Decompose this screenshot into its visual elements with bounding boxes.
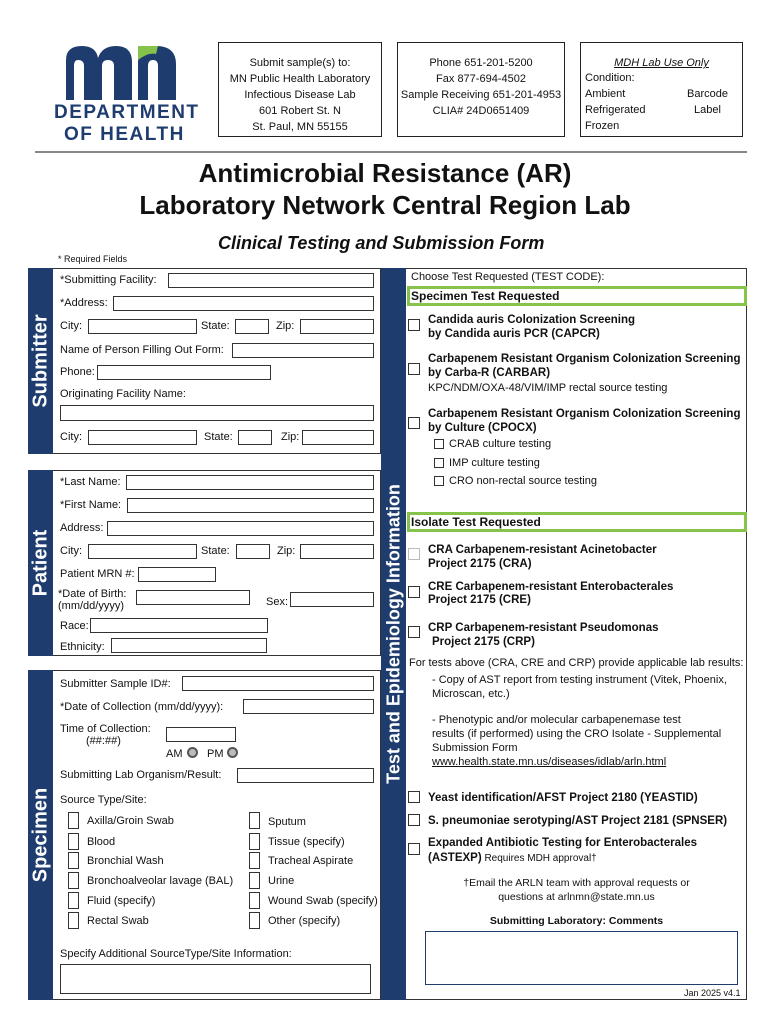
results-pheno: - Phenotypic and/or molecular carbapenemase test [432,714,681,726]
last-name-label: *Last Name: [60,476,121,488]
capcr-code: by Candida auris PCR (CAPCR) [428,328,600,340]
barcode-line: Barcode [687,88,728,100]
submitter-band-label: Submitter [29,314,51,408]
spn-checkbox[interactable] [408,814,420,826]
source-checkbox[interactable] [68,812,79,829]
dob-input[interactable] [136,590,250,605]
first-name-label: *First Name: [60,499,122,511]
sex-input[interactable] [290,592,374,607]
crp-label: CRP Carbapenem-resistant Pseudomonas [428,622,659,634]
phone-label: Phone: [60,366,95,378]
astexp-code [428,851,597,866]
submit-to-box [218,42,382,137]
email-note-line: †Email the ARLN team with approval requests or [463,877,690,889]
yeast-checkbox[interactable] [408,791,420,803]
cpocx-code: by Culture (CPOCX) [428,422,537,434]
astexp-code-text: (ASTEXP) [428,852,482,864]
condition-line: Frozen [585,120,620,132]
source-option: Urine [268,875,295,887]
source-checkbox[interactable] [68,892,79,909]
organism-label: Submitting Lab Organism/Result: [60,769,222,781]
state-input[interactable] [235,319,269,334]
organism-input[interactable] [237,768,374,783]
form-title-line1: Antimicrobial Resistance (AR) [198,158,572,188]
patient-zip-label: Zip: [277,545,296,557]
orig-facility-input[interactable] [60,405,374,421]
capcr-label: Candida auris Colonization Screening [428,314,636,326]
logo-of-health: OF HEALTH [64,124,185,145]
test-info-band [381,268,406,1000]
source-option: Blood [87,836,116,848]
collection-date-label: *Date of Collection (mm/dd/yyyy): [60,701,224,713]
source-option: Sputum [268,816,306,828]
city-label: City: [60,320,82,332]
patient-band-label: Patient [29,529,51,597]
barcode-label [687,86,728,118]
patient-band [28,470,53,656]
capcr-checkbox[interactable] [408,319,420,331]
last-name-input[interactable] [126,475,374,490]
additional-source-input[interactable] [60,964,371,994]
specimen-band-label: Specimen [29,787,51,883]
mdh-logo [52,40,200,146]
condition-line: Condition: [585,72,635,84]
zip2-label: Zip: [281,431,300,443]
imp-label: IMP culture testing [449,457,540,469]
contact-line: CLIA# 24D0651409 [432,105,530,117]
contact-box [397,42,565,137]
test-info-band-label: Test and Epidemiology Information [383,484,403,784]
email-note [406,876,747,904]
cra-checkbox[interactable] [408,548,420,560]
facility-label: *Submitting Facility: [60,274,157,286]
collection-time-label: Time of Collection: [60,723,151,735]
pm-label: PM [207,748,224,760]
additional-source-label: Specify Additional SourceType/Site Information: [60,948,292,960]
patient-state-input[interactable] [236,544,270,559]
patient-zip-input[interactable] [300,544,374,559]
specimen-test-header-label: Specimen Test Requested [411,289,560,303]
yeast-label: Yeast identification/AFST Project 2180 (YEASTID) [428,792,698,804]
state-label: State: [201,320,230,332]
zip2-input[interactable] [302,430,374,445]
sample-id-label: Submitter Sample ID#: [60,678,171,690]
zip-label: Zip: [276,320,295,332]
am-label: AM [166,748,183,760]
state2-label: State: [204,431,233,443]
logo-department: DEPARTMENT [54,102,200,123]
person-input[interactable] [232,343,374,358]
cre-label: CRE Carbapenem-resistant Enterobacterales [428,581,674,593]
crab-label: CRAB culture testing [449,438,552,450]
isolate-test-header-label: Isolate Test Requested [411,515,541,529]
astexp-checkbox[interactable] [408,843,420,855]
choose-test-label: Choose Test Requested (TEST CODE): [411,271,605,283]
cra-code: Project 2175 (CRA) [428,558,532,570]
astexp-approval-note: Requires MDH approval† [481,853,597,864]
race-label: Race: [60,620,89,632]
cra-label: CRA Carbapenem-resistant Acinetobacter [428,544,657,556]
crp-checkbox[interactable] [408,626,420,638]
ethnicity-input[interactable] [111,638,267,653]
phone-input[interactable] [97,365,271,380]
barcode-line: Label [694,104,721,116]
submit-to-line: Infectious Disease Lab [244,89,356,101]
contact-line: Phone 651-201-5200 [429,57,533,69]
cre-code: Project 2175 (CRE) [428,594,531,606]
mrn-input[interactable] [138,567,216,582]
source-option: Fluid (specify) [87,895,156,907]
source-option: Axilla/Groin Swab [87,815,174,827]
first-name-input[interactable] [127,498,374,513]
source-label: Source Type/Site: [60,794,147,806]
imp-checkbox[interactable] [434,458,444,468]
specimen-band [28,670,53,1000]
address-label: *Address: [60,297,108,309]
submit-to-line: MN Public Health Laboratory [229,73,371,85]
carbar-code: by Carba-R (CARBAR) [428,367,551,379]
patient-city-label: City: [60,545,82,557]
carbar-checkbox[interactable] [408,363,420,375]
cpocx-label: Carbapenem Resistant Organism Colonization Screening [428,408,741,420]
results-pheno-form: Submission Form [432,742,518,754]
city2-input[interactable] [88,430,197,445]
results-ast: - Copy of AST report from testing instrument (Vitek, Phoenix, [432,674,727,686]
condition-list [585,70,646,134]
zip-input[interactable] [300,319,374,334]
cro-nonrectal-checkbox[interactable] [434,476,444,486]
sample-id-input[interactable] [182,676,374,691]
dob-label: *Date of Birth: [58,588,127,600]
spn-label: S. pneumoniae serotyping/AST Project 2181 (SPNSER) [428,815,728,827]
source-checkbox[interactable] [249,812,260,829]
patient-state-label: State: [201,545,230,557]
source-checkbox[interactable] [68,852,79,869]
results-ast-cont: Microscan, etc.) [432,688,510,700]
contact-line: Fax 877-694-4502 [436,73,526,85]
lab-use-box [580,42,743,137]
cpocx-checkbox[interactable] [408,417,420,429]
orig-facility-label: Originating Facility Name: [60,388,186,400]
source-checkbox[interactable] [249,852,260,869]
results-intro: For tests above (CRA, CRE and CRP) provide applicable lab results: [409,657,744,669]
source-option: Other (specify) [268,915,341,927]
source-checkbox[interactable] [68,912,79,929]
patient-address-label: Address: [60,522,104,534]
comments-input[interactable] [425,931,738,985]
source-option: Rectal Swab [87,915,149,927]
source-checkbox[interactable] [249,872,260,889]
condition-line: Refrigerated [585,104,646,116]
form-subtitle: Clinical Testing and Submission Form [218,233,545,253]
address-input[interactable] [113,296,374,311]
astexp-label: Expanded Antibiotic Testing for Enterobacterales [428,837,698,849]
lab-use-title: MDH Lab Use Only [614,57,709,69]
carbar-note: KPC/NDM/OXA-48/VIM/IMP rectal source testing [428,382,668,394]
submit-to-line: St. Paul, MN 55155 [252,121,348,133]
dob-format-label: (mm/dd/yyyy) [58,600,124,612]
collection-time-input[interactable] [166,727,236,742]
source-checkbox[interactable] [68,833,79,850]
form-title-line2: Laboratory Network Central Region Lab [139,190,631,220]
crab-checkbox[interactable] [434,439,444,449]
pm-radio[interactable] [227,747,238,758]
results-pheno-cont: results (if performed) using the CRO Isolate - Supplemental [432,728,722,740]
arln-link[interactable]: www.health.state.mn.us/diseases/idlab/arln.html [432,756,667,768]
crp-code: Project 2175 (CRP) [432,636,535,648]
source-checkbox[interactable] [68,872,79,889]
patient-address-input[interactable] [107,521,374,536]
city2-label: City: [60,431,82,443]
mrn-label: Patient MRN #: [60,568,135,580]
ethnicity-label: Ethnicity: [60,641,105,653]
source-checkbox[interactable] [249,912,260,929]
person-label: Name of Person Filling Out Form: [60,344,224,356]
source-option: Bronchial Wash [87,855,164,867]
sex-label: Sex: [266,596,289,608]
cro-nonrectal-label: CRO non-rectal source testing [449,475,597,487]
comments-label: Submitting Laboratory: Comments [489,915,664,927]
source-option: Tracheal Aspirate [268,855,354,867]
collection-date-input[interactable] [243,699,374,714]
patient-city-input[interactable] [88,544,197,559]
submit-to-line: 601 Robert St. N [259,105,341,117]
source-option: Bronchoalveolar lavage (BAL) [87,875,234,887]
header-divider [35,151,747,153]
source-checkbox[interactable] [249,892,260,909]
submitter-band [28,268,53,454]
collection-time-format: (##:##) [86,735,121,747]
carbar-label: Carbapenem Resistant Organism Colonization Screening [428,353,741,365]
contact-line: Sample Receiving 651-201-4953 [400,89,562,101]
submit-to-line: Submit sample(s) to: [249,57,351,69]
mn-logo-icon [52,40,192,102]
version-label: Jan 2025 v4.1 [684,988,741,998]
facility-input[interactable] [168,273,374,288]
source-option: Tissue (specify) [268,836,345,848]
race-input[interactable] [90,618,268,633]
state2-input[interactable] [238,430,272,445]
cre-checkbox[interactable] [408,586,420,598]
required-note: * Required Fields [58,254,128,264]
condition-line: Ambient [585,88,626,100]
source-option: Wound Swab (specify) [268,895,378,907]
email-note-line: questions at arlnmn@state.mn.us [498,891,655,903]
am-radio[interactable] [187,747,198,758]
city-input[interactable] [88,319,197,334]
source-checkbox[interactable] [249,833,260,850]
